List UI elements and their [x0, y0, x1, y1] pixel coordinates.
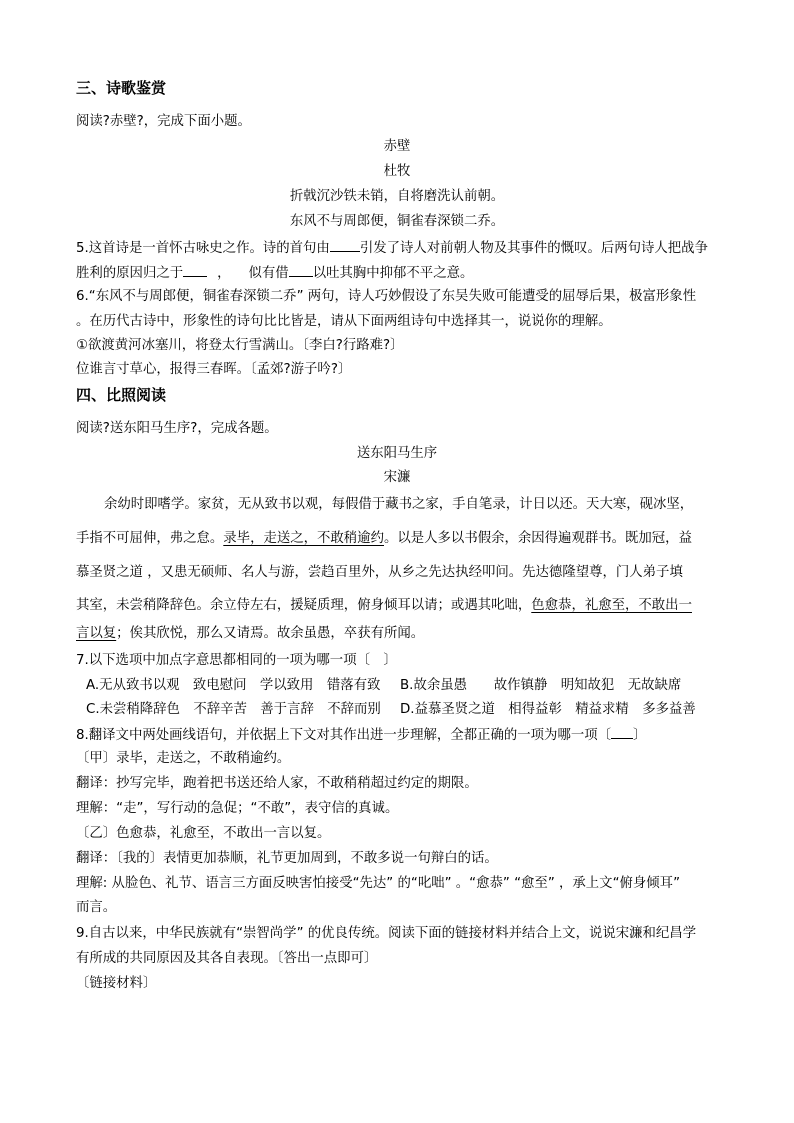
- q7-option-a[interactable]: A.无从致书以观 致电慰问 学以致用 错落有致: [86, 678, 381, 693]
- answer-blank[interactable]: [183, 262, 207, 277]
- q8-jia-translation: 翻译：抄写完毕，跑着把书送还给人家，不敢稍稍超过约定的期限。: [76, 776, 478, 791]
- underlined-sentence-yi: 色愈恭，礼愈至，不敢出一: [531, 598, 692, 613]
- poem-title: 赤壁: [383, 139, 411, 154]
- question-5: [76, 237, 708, 259]
- q5-text: 以吐其胸中抑郁不平之意。: [312, 266, 474, 281]
- q5-text: 引发了诗人对前朝人物及其事件的慨叹。后两句诗人把战争: [359, 241, 708, 256]
- q8-sentence-jia: 〔甲〕录毕，走送之，不敢稍逾约。: [76, 751, 291, 766]
- section-intro: 阅读?送东阳马生序?，完成各题。: [76, 421, 278, 436]
- answer-blank[interactable]: [611, 724, 633, 739]
- essay-line: 余幼时即嗜学。家贫，无从致书以观，每假借于藏书之家，手自笔录，计日以还。天大寒，砚冰坚，: [104, 497, 694, 512]
- essay-author: 宋濂: [383, 470, 411, 485]
- q8-yi-understanding: 理解: 从脸色、礼节、语言三方面反映害怕接受“先达” 的“叱咄” 。“愈恭” “愈至” ，承上文“俯身倾耳”: [76, 876, 681, 891]
- essay-text: 。以是人多以书假余，余因得遍观群书。既加冠，益: [383, 531, 692, 546]
- question-7: 7.以下选项中加点字意思都相同的一项为哪一项〔 〕: [76, 653, 397, 668]
- essay-line: 慕圣贤之道 ，又患无硕师、名人与游，尝趋百里外，从乡之先达执经叩问。先达德隆望尊，门人弟子填: [76, 565, 683, 580]
- section-heading-poetry: 三、诗歌鉴赏: [76, 79, 167, 97]
- q7-option-c[interactable]: C.未尝稍降辞色 不辞辛苦 善于言辞 不辞而别: [86, 702, 381, 717]
- link-material-label: 〔链接材料〕: [76, 976, 157, 991]
- question-6: 6.“东风不与周郎便，铜雀春深锁二乔” 两句，诗人巧妙假设了东吴失败可能遭受的屈辱后果，极富形象性: [76, 289, 697, 304]
- question-8: [76, 724, 646, 746]
- answer-blank[interactable]: [330, 237, 360, 252]
- question-9: 9.自古以来，中华民族就有“崇智尚学” 的优良传统。阅读下面的链接材料并结合上文，说说宋濂和纪昌学: [76, 926, 697, 941]
- underlined-sentence-jia: 录毕，走送之，不敢稍逾约: [223, 531, 384, 546]
- essay-line: [76, 624, 424, 644]
- q6-option-1: ①欲渡黄河冰塞川，将登太行雪满山。〔李白?行路难?〕: [76, 338, 404, 353]
- q7-option-b[interactable]: B.故余虽愚 故作镇静 明知故犯 无故缺席: [400, 678, 682, 693]
- poem-line: 东风不与周郎便，铜雀春深锁二乔。: [289, 214, 505, 229]
- section-intro: 阅读?赤壁?，完成下面小题。: [76, 114, 251, 129]
- q8-text: 〕: [633, 728, 647, 743]
- q8-sentence-yi: 〔乙〕色愈恭，礼愈至，不敢出一言以复。: [76, 826, 331, 841]
- essay-line: [76, 529, 692, 549]
- q8-jia-understanding: 理解：“走”，写行动的急促；“不敢”，表守信的真诚。: [76, 801, 399, 816]
- question-9-cont: 有所成的共同原因及其各自表现。〔答出一点即可〕: [76, 951, 378, 966]
- question-6-cont: 。在历代古诗中，形象性的诗句比比皆是，请从下面两组诗句中选择其一，说说你的理解。: [76, 314, 612, 329]
- q5-text: ，: [217, 266, 231, 281]
- essay-text: 其室，未尝稍降辞色。余立侍左右，援疑质理，俯身倾耳以请；或遇其叱咄，: [76, 598, 532, 613]
- answer-blank[interactable]: [289, 262, 313, 277]
- q7-option-d[interactable]: D.益慕圣贤之道 相得益彰 精益求精 多多益善: [400, 702, 696, 717]
- q6-option-2: 位谁言寸草心，报得三春晖。〔孟郊?游子吟?〕: [76, 362, 352, 377]
- q5-text: 胜利的原因归之于: [76, 266, 184, 281]
- poem-line: 折戟沉沙铁未销，自将磨洗认前朝。: [289, 189, 505, 204]
- poem-author: 杜牧: [383, 164, 411, 179]
- section-heading-comparison: 四、比照阅读: [76, 386, 167, 404]
- q5-text: 似有借: [248, 266, 289, 281]
- q8-yi-understanding-cont: 而言。: [76, 900, 117, 915]
- underlined-sentence-yi: 言以复: [76, 626, 117, 641]
- essay-text: ；俟其欣悦，那么又请焉。故余虽愚，卒获有所闻。: [116, 626, 425, 641]
- essay-title: 送东阳马生序: [356, 446, 438, 461]
- q8-text: 8.翻译文中两处画线语句，并依据上下文对其作出进一步理解，全都正确的一项为哪一项〔: [76, 728, 612, 743]
- question-5-cont: [76, 262, 473, 284]
- essay-text: 手指不可屈伸，弗之怠。: [76, 531, 224, 546]
- q8-yi-translation: 翻译：〔我的〕表情更加恭顺，礼节更加周到，不敢多说一句辩白的话。: [76, 851, 498, 866]
- essay-line: [76, 596, 692, 616]
- q5-text: 5.这首诗是一首怀古咏史之作。诗的首句由: [76, 241, 330, 256]
